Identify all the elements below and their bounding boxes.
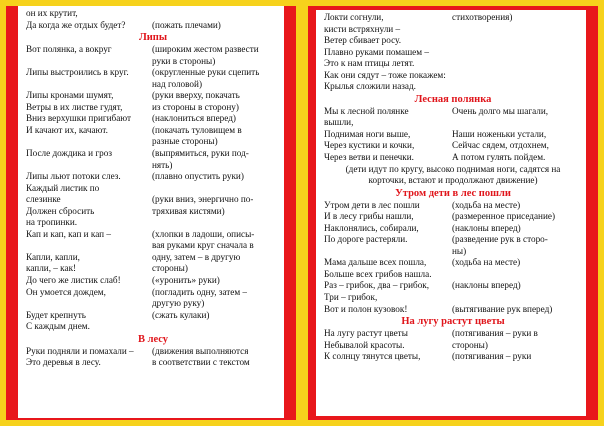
text-line: [324, 246, 582, 258]
verse-text: на тропинки.: [26, 217, 78, 228]
text-line: [26, 287, 280, 299]
verse-text: Мама дальше всех пошла,: [324, 257, 427, 268]
section-heading-lesnaya-polyanka: Лесная полянка: [414, 93, 492, 105]
movement-instruction: стороны): [452, 339, 488, 350]
verse-text: Через кустики и кочки,: [324, 140, 415, 151]
verse-text: он их крутит,: [26, 8, 78, 18]
verse-text: Раз – грибок, два – грибок,: [324, 280, 430, 291]
movement-instruction: (широким жестом развести: [152, 44, 259, 55]
movement-instruction: (выпрямиться, руки под-: [152, 148, 249, 159]
verse-text: вышли,: [324, 117, 354, 128]
verse-text: [26, 79, 152, 91]
verse-text: Больше всех грибов нашла.: [324, 268, 432, 279]
text-line: [26, 252, 280, 264]
verse-text: Кап и кап, кап и кап –: [26, 228, 111, 239]
verse-text: Три – грибок,: [324, 292, 378, 303]
verse-text: Вот полянка, а вокруг: [26, 44, 112, 55]
movement-instruction: Очень долго мы шагали,: [452, 105, 549, 116]
movement-instruction: (вытягивание рук вперед): [452, 303, 553, 314]
movement-instruction: тряхивая кистями): [152, 205, 225, 216]
verse-text: [26, 298, 152, 310]
verse-text: С каждым днем.: [26, 321, 90, 332]
text-line: [26, 194, 280, 206]
text-line: [324, 35, 582, 47]
verse-text: Как они сядут – тоже покажем:: [324, 69, 446, 80]
text-line: [26, 44, 280, 56]
movement-instruction: (наклоны вперед): [452, 280, 521, 291]
right-page: [302, 0, 604, 426]
movement-instruction: (руки вверху, покачать: [152, 90, 240, 101]
verse-text: Липы выстроились в круг.: [26, 67, 129, 78]
text-line: [26, 217, 280, 229]
verse-text: Липы льют потоки слез.: [26, 171, 121, 182]
verse-text: слезинке: [26, 194, 61, 205]
text-line: [324, 351, 582, 363]
verse-text: На лугу растут цветы: [324, 328, 408, 339]
text-line: [26, 275, 280, 287]
verse-text: Ветер сбивает росу.: [324, 35, 401, 46]
verse-text: [26, 240, 152, 252]
text-line: [324, 304, 582, 316]
verse-text: К солнцу тянутся цветы,: [324, 351, 421, 362]
movement-instruction: (покачать туловищем в: [152, 124, 242, 135]
movement-instruction: (разведение рук в сторо-: [452, 234, 548, 245]
text-line: [26, 171, 280, 183]
movement-instruction: А потом гулять пойдем.: [452, 152, 546, 163]
movement-instruction: (наклониться вперед): [152, 113, 236, 124]
movement-instruction: (размеренное приседание): [452, 211, 556, 222]
movement-instruction: (сжать кулаки): [152, 309, 210, 320]
verse-text: Вниз верхушки пригибают: [26, 113, 132, 124]
verse-text: Крылья сложили назад.: [324, 81, 416, 92]
text-line: [324, 211, 582, 223]
movement-instruction: (пожать плечами): [152, 19, 221, 30]
text-line: [26, 90, 280, 102]
movement-instruction: Сейчас сядем, отдохнем,: [452, 140, 549, 151]
movement-instruction: из стороны в сторону): [152, 101, 239, 112]
section-heading-lipy: Липы: [138, 32, 168, 44]
movement-instruction: (движения выполняются: [152, 345, 249, 356]
movement-instruction: вая руками круг сначала в: [152, 240, 254, 251]
verse-text: Ветры в их листве гудят,: [26, 101, 123, 112]
text-line: [324, 257, 582, 269]
text-line: [324, 81, 582, 93]
verse-text: [26, 160, 152, 172]
movement-instruction: в соответствии с текстом: [152, 357, 250, 368]
verse-text: Локти согнули,: [324, 12, 384, 22]
text-line: [26, 113, 280, 125]
text-line: [324, 152, 582, 164]
text-line: [26, 298, 280, 310]
text-line: [26, 346, 280, 358]
movement-instruction: разные стороны): [152, 136, 218, 147]
verse-text: [26, 136, 152, 148]
verse-text: По дороге растеряли.: [324, 234, 408, 245]
verse-text: Наклонялись, собирали,: [324, 222, 419, 233]
text-line: [26, 125, 280, 137]
verse-text: Поднимая ноги выше,: [324, 128, 411, 139]
verse-text: Утром дети в лес пошли: [324, 199, 420, 210]
text-line: [324, 340, 582, 352]
text-line: [324, 269, 582, 281]
movement-instruction: руки в стороны): [152, 55, 216, 66]
verse-text: Плавно руками помашем –: [324, 46, 429, 57]
text-line: [26, 357, 280, 369]
movement-instruction: («уронить» руки): [152, 275, 220, 286]
text-line: [26, 79, 280, 91]
movement-instruction: ны): [452, 245, 467, 256]
movement-instruction: (руки вниз, энергично по-: [152, 194, 254, 205]
movement-instruction: (наклоны вперед): [452, 222, 521, 233]
verse-text: Через ветви и пенечки.: [324, 152, 414, 163]
movement-instruction: нять): [152, 159, 173, 170]
movement-instruction: (хлопки в ладоши, описы-: [152, 228, 255, 239]
verse-text: До чего же листик слаб!: [26, 275, 121, 286]
text-line: [26, 136, 280, 148]
text-line: [26, 102, 280, 114]
movement-instruction: (потягивания – руки в: [452, 328, 538, 339]
text-line: [324, 328, 582, 340]
verse-text: кисти встряхнули –: [324, 23, 401, 34]
verse-text: [26, 56, 152, 68]
text-line: [26, 310, 280, 322]
movement-note: корточки, встают и продолжают движение): [368, 175, 538, 186]
text-line: [324, 106, 582, 118]
verse-text: И качают их, качают.: [26, 124, 108, 135]
verse-text: Мы к лесной полянке: [324, 105, 409, 116]
movement-instruction: одну, затем – в другую: [152, 251, 241, 262]
movement-instruction: (ходьба на месте): [452, 257, 521, 268]
text-line: [26, 160, 280, 172]
text-line: [324, 223, 582, 235]
left-content: [26, 8, 280, 369]
text-line: [324, 117, 582, 129]
text-line: [26, 240, 280, 252]
movement-instruction: (погладить одну, затем –: [152, 286, 248, 297]
movement-instruction: над головой): [152, 78, 203, 89]
verse-text: И в лесу грибы нашли,: [324, 211, 414, 222]
text-line: [324, 47, 582, 59]
verse-text: Он умоется дождем,: [26, 286, 106, 297]
text-line: [26, 229, 280, 241]
text-line: [324, 129, 582, 141]
text-line: [26, 263, 280, 275]
text-line: [324, 200, 582, 212]
verse-text: Капли, капли,: [26, 251, 80, 262]
text-line: [324, 70, 582, 82]
right-content: [324, 12, 582, 363]
right-paper: [316, 10, 586, 416]
movement-instruction: стихотворения): [452, 12, 513, 22]
verse-text: Это к нам птицы летят.: [324, 58, 415, 69]
text-line: [324, 24, 582, 36]
text-line: [26, 148, 280, 160]
movement-instruction: (ходьба на месте): [452, 199, 521, 210]
movement-note: (дети идут по кругу, высоко поднимая ноги, садятся на: [345, 163, 561, 174]
movement-instruction: (плавно опустить руки): [152, 171, 244, 182]
movement-instruction: (потягивания – руки: [452, 351, 532, 362]
verse-text: Должен сбросить: [26, 205, 95, 216]
verse-text: После дождика и гроз: [26, 148, 112, 159]
text-line: [324, 140, 582, 152]
movement-instruction: другую руку): [152, 298, 205, 309]
text-line: [324, 292, 582, 304]
verse-text: Липы кронами шумят,: [26, 90, 114, 101]
verse-text: капли, – как!: [26, 263, 77, 274]
text-line: [26, 8, 280, 20]
text-line: [324, 12, 582, 24]
text-line: [324, 234, 582, 246]
text-line: [26, 20, 280, 32]
movement-instruction: Наши ноженьки устали,: [452, 128, 547, 139]
verse-text: Да когда же отдых будет?: [26, 19, 126, 30]
verse-text: Руки подняли и помахали –: [26, 345, 134, 356]
text-line: [26, 67, 280, 79]
section-heading-utrom-deti: Утром дети в лес пошли: [395, 187, 511, 199]
section-heading-v-lesu: В лесу: [137, 333, 169, 345]
verse-text: Небывалой красоты.: [324, 339, 405, 350]
text-line: [324, 58, 582, 70]
verse-text: [324, 246, 452, 258]
verse-text: Это деревья в лесу.: [26, 357, 101, 368]
movement-instruction: (округленные руки сцепить: [152, 67, 260, 78]
text-line: [26, 56, 280, 68]
verse-text: Каждый листик по: [26, 182, 100, 193]
text-line: [324, 280, 582, 292]
left-paper: [18, 6, 284, 418]
text-line: [26, 321, 280, 333]
verse-text: Вот и полон кузовок!: [324, 303, 408, 314]
verse-text: Будет крепнуть: [26, 309, 86, 320]
text-line: [26, 183, 280, 195]
section-heading-na-lugu: На лугу растут цветы: [401, 316, 505, 328]
movement-instruction: стороны): [152, 263, 188, 274]
text-line: [26, 206, 280, 218]
